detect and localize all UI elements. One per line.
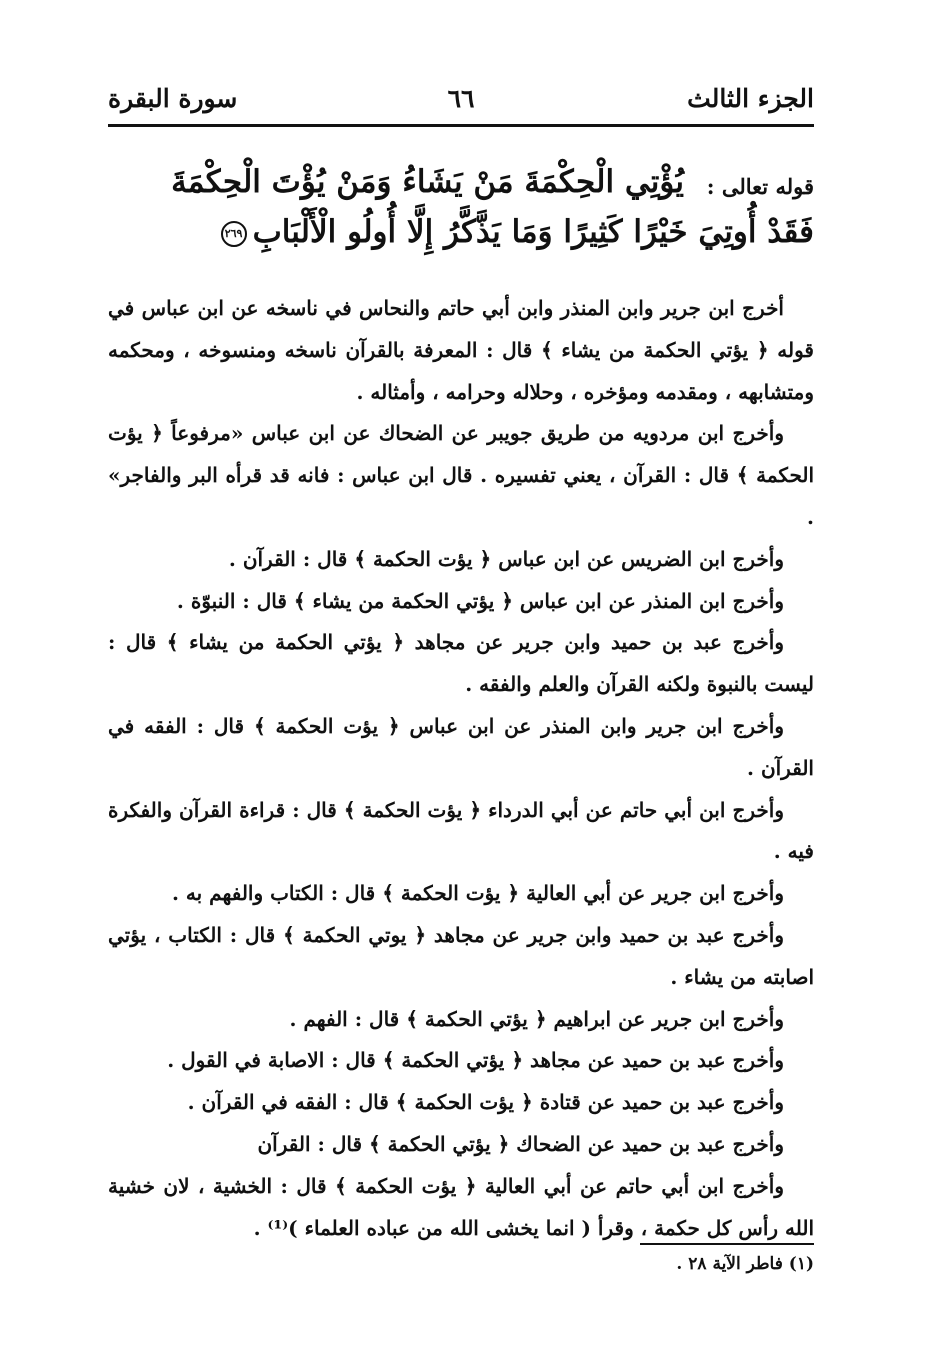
paragraph: وأخرج ابن جرير وابن المنذر عن ابن عباس ﴿ يؤت الحكمة ﴾ قال : الفقه في القرآن . [108, 713, 814, 780]
verse-line-1: يُؤْتِي الْحِكْمَةَ مَنْ يَشَاءُ وَمَنْ يُؤْتَ الْحِكْمَةَ [171, 164, 684, 200]
paragraph: أخرج ابن جرير وابن المنذر وابن أبي حاتم والنحاس في ناسخه عن ابن عباس في قوله ﴿ يؤتي الحكمة من يشاء ﴾ قال : المعرفة بالقرآن ناسخه ومنسوخه ، ومحكمه ومتشابهه ، ومقدمه ومؤخره ، وحلاله وحرامه ، وأمثاله . [108, 296, 814, 404]
quran-verse-block [108, 160, 814, 270]
running-head [108, 78, 814, 122]
ayah-number-icon: ٢٦٩ [221, 221, 247, 247]
paragraph: وأخرج عبد بن حميد وابن جرير عن مجاهد ﴿ يوتي الحكمة ﴾ قال : الكتاب ، يؤتي اصابته من يشاء . [108, 922, 814, 989]
paragraph: وأخرج عبد بن حميد وابن جرير عن مجاهد ﴿ يؤتي الحكمة من يشاء ﴾ قال : ليست بالنبوة ولكنه القرآن والعلم والفقه . [108, 630, 814, 697]
header-rule [108, 124, 814, 127]
paragraph: وأخرج عبد بن حميد عن قتادة ﴿ يؤت الحكمة ﴾ قال : الفقه في القرآن . [187, 1090, 784, 1115]
surah-title: سورة البقرة [108, 84, 238, 113]
paragraph: وأخرج عبد بن حميد عن الضحاك ﴿ يؤتي الحكمة ﴾ قال : القرآن [257, 1131, 784, 1156]
verse-intro: قوله تعالى : [706, 174, 814, 199]
paragraph: وأخرج عبد بن حميد عن مجاهد ﴿ يؤتي الحكمة ﴾ قال : الاصابة في القول . [167, 1048, 784, 1073]
paragraph: وأخرج ابن أبي حاتم عن أبي الدرداء ﴿ يؤت الحكمة ﴾ قال : قراءة القرآن والفكرة فيه . [108, 797, 814, 864]
paragraph: وأخرج ابن المنذر عن ابن عباس ﴿ يؤتي الحكمة من يشاء ﴾ قال : النبوّة . [176, 588, 784, 613]
paragraph: وأخرج ابن جرير عن أبي العالية ﴿ يؤت الحكمة ﴾ قال : الكتاب والفهم به . [172, 881, 784, 906]
commentary-text [108, 288, 814, 1249]
part-title: الجزء الثالث [687, 84, 814, 113]
verse-line-2 [221, 214, 814, 250]
page-number: ٦٦ [447, 84, 475, 113]
paragraph: وأخرج ابن أبي حاتم عن أبي العالية ﴿ يؤت الحكمة ﴾ قال : الخشية ، لان خشية الله رأس كل حكمة ، وقرأ ( انما يخشى الله من عباده العلماء )⁽¹⁾ . [108, 1173, 814, 1240]
paragraph: وأخرج ابن الضريس عن ابن عباس ﴿ يؤت الحكمة ﴾ قال : القرآن . [228, 546, 784, 571]
paragraph: وأخرج ابن جرير عن ابراهيم ﴿ يؤتي الحكمة ﴾ قال : الفهم . [289, 1006, 784, 1031]
verse-line-2-text: فَقَدْ أُوتِيَ خَيْرًا كَثِيرًا وَمَا يَذَّكَّرُ إِلَّا أُولُو الْأَلْبَابِ [252, 214, 814, 250]
footnote-rule [640, 1243, 814, 1245]
paragraph: وأخرج ابن مردويه من طريق جويبر عن الضحاك عن ابن عباس «مرفوعاً ﴿ يؤت الحكمة ﴾ قال : القرآن ، يعني تفسيره . قال ابن عباس : فانه قد قرأه البر والفاجر» . [108, 421, 814, 529]
footnote: (١) فاطر الآية ٢٨ . [676, 1254, 814, 1274]
